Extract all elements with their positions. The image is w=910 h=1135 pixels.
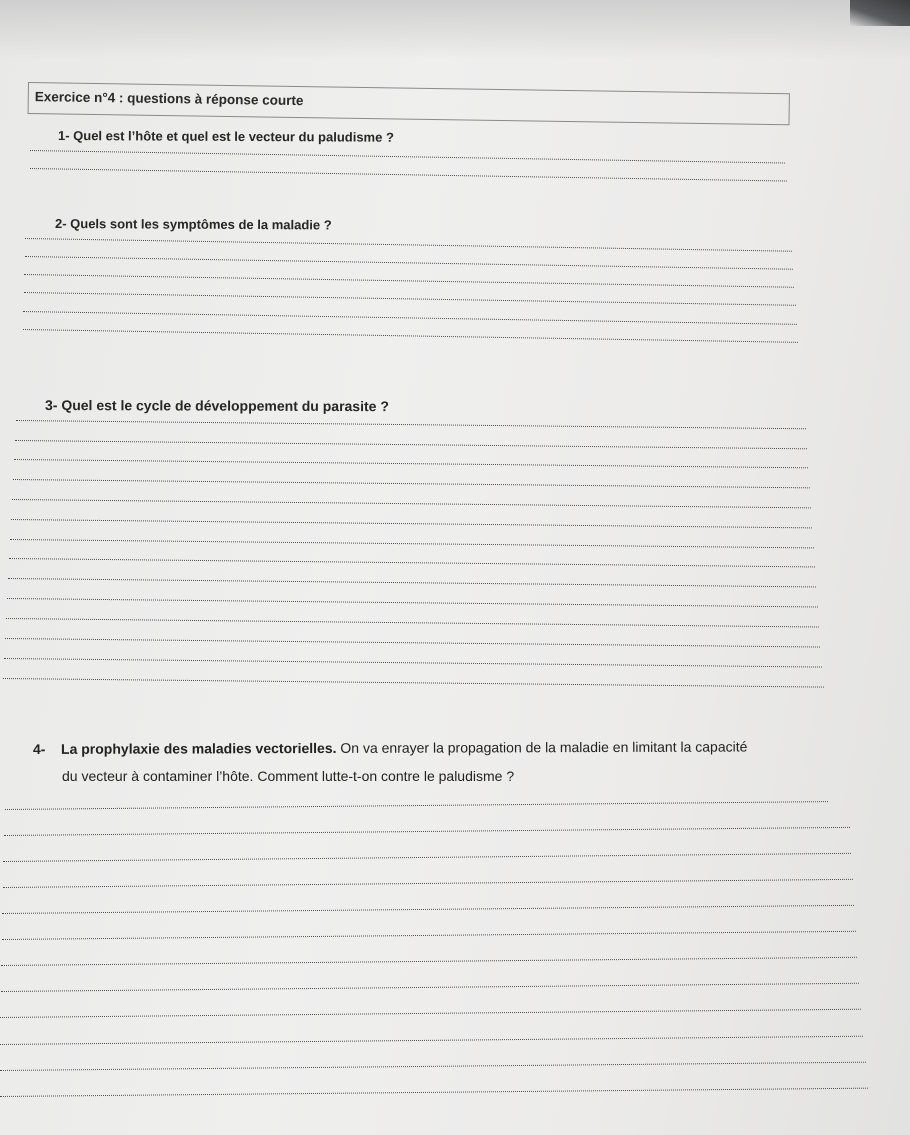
answer-line [0,1088,868,1097]
answer-line [2,905,854,914]
answer-line [4,658,822,668]
answer-line [10,539,814,548]
answer-line [0,1062,866,1071]
question-4-heading: La prophylaxie des maladies vectorielles. [60,739,337,757]
answer-line [12,499,811,508]
question-4-number: 4- [32,740,46,757]
photo-corner [850,0,910,26]
answer-line [4,827,850,836]
answer-line [25,238,792,252]
answer-line [3,879,853,888]
answer-line [25,256,793,270]
answer-line [11,519,812,528]
answer-line [1,957,857,966]
answer-line [5,801,828,810]
answer-line [6,618,819,628]
answer-line [5,638,820,648]
answer-line [8,578,816,587]
question-3: 3- Quel est le cycle de développement du parasite ? [44,397,389,415]
question-1: 1- Quel est l’hôte et quel est le vecteur du paludisme ? [57,128,394,145]
question-2: 2- Quels sont les symptômes de la maladie ? [54,216,332,233]
answer-line [3,853,851,862]
answer-line [30,150,785,164]
exercise-title-box [28,82,790,125]
page-shadow [0,0,910,60]
answer-line [30,168,787,182]
answer-line [7,598,818,607]
answer-line [13,479,810,488]
question-4-continuation: du vecteur à contaminer l’hôte. Comment lutte-t-on contre le paludisme ? [62,768,515,784]
answer-line [24,274,794,288]
exercise-title: Exercice n°4 : questions à réponse courte [34,89,304,109]
answer-line [16,420,806,429]
question-4 [33,739,747,757]
answer-line [2,931,856,940]
answer-line [14,459,808,468]
answer-line [15,440,807,449]
answer-line [23,311,797,325]
question-4-text: On va enrayer la propagation de la maladie en limitant la capacité [336,738,748,756]
answer-line [9,558,815,567]
answer-line [0,1009,861,1018]
answer-line [0,1036,863,1045]
answer-line [1,983,859,992]
answer-line [24,292,796,306]
answer-line [23,329,798,343]
answer-line [3,678,824,688]
